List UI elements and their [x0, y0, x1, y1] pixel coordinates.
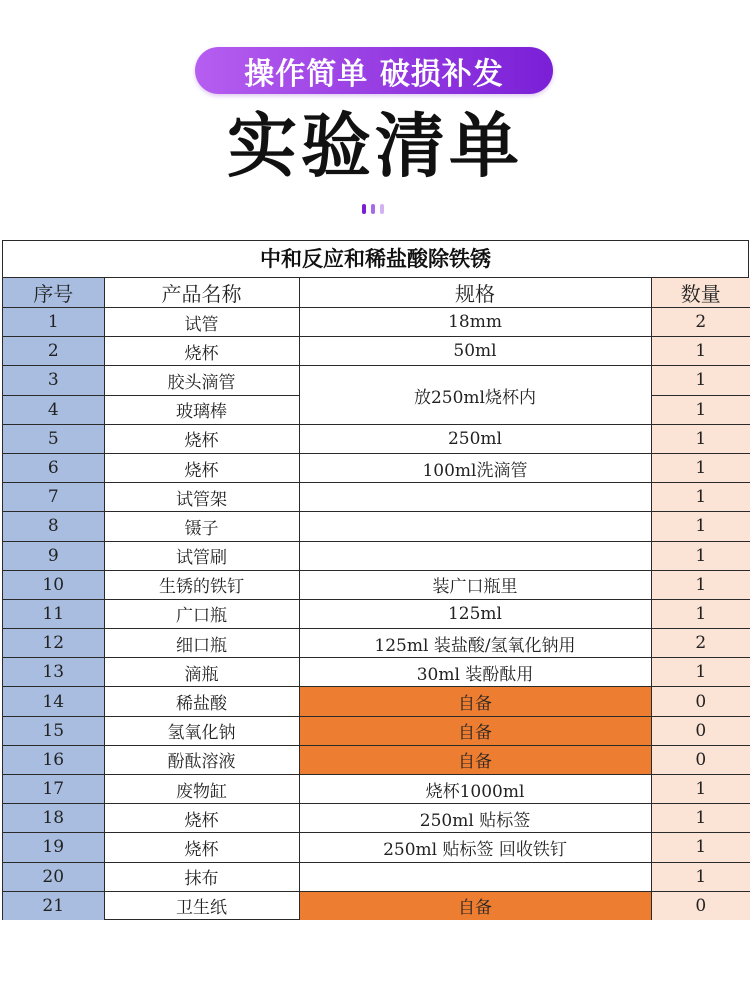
- row-spec: 自备: [299, 745, 651, 774]
- experiment-list-table: [2, 240, 749, 920]
- row-quantity: 1: [651, 775, 750, 804]
- table-row: [3, 629, 750, 658]
- promo-banner-label: 操作简单 破损补发: [244, 56, 504, 92]
- row-product-name: 滴瓶: [104, 658, 299, 687]
- table-row: [3, 453, 750, 482]
- row-product-name: 酚酞溶液: [104, 745, 299, 774]
- row-index: 4: [3, 395, 104, 424]
- table-row: [3, 308, 750, 337]
- table-row: [3, 483, 750, 512]
- header-spec: 规格: [299, 278, 651, 308]
- row-quantity: 1: [651, 862, 750, 891]
- row-product-name: 稀盐酸: [104, 687, 299, 716]
- row-quantity: 1: [651, 804, 750, 833]
- row-product-name: 氢氧化钠: [104, 716, 299, 745]
- row-product-name: 烧杯: [104, 804, 299, 833]
- row-spec: 125ml: [299, 599, 651, 628]
- row-spec: 烧杯1000ml: [299, 775, 651, 804]
- row-index: 16: [3, 745, 104, 774]
- row-spec: 250ml: [299, 424, 651, 453]
- row-index: 11: [3, 599, 104, 628]
- row-quantity: 1: [651, 424, 750, 453]
- dot-3: [380, 204, 384, 214]
- table-row: [3, 716, 750, 745]
- row-quantity: 1: [651, 337, 750, 366]
- table-row: [3, 658, 750, 687]
- row-product-name: 细口瓶: [104, 629, 299, 658]
- row-quantity: 1: [651, 570, 750, 599]
- row-product-name: 废物缸: [104, 775, 299, 804]
- header-index: 序号: [3, 278, 104, 308]
- row-spec: 250ml 贴标签: [299, 804, 651, 833]
- row-quantity: 1: [651, 453, 750, 482]
- row-quantity: 1: [651, 512, 750, 541]
- table-row: [3, 833, 750, 862]
- row-index: 12: [3, 629, 104, 658]
- row-spec: [299, 541, 651, 570]
- row-product-name: 烧杯: [104, 424, 299, 453]
- row-spec: 250ml 贴标签 回收铁钉: [299, 833, 651, 862]
- row-spec: 自备: [299, 687, 651, 716]
- row-quantity: 2: [651, 308, 750, 337]
- row-product-name: 烧杯: [104, 337, 299, 366]
- row-product-name: 烧杯: [104, 833, 299, 862]
- row-index: 20: [3, 862, 104, 891]
- row-spec: 自备: [299, 891, 651, 920]
- table-row: [3, 745, 750, 774]
- row-quantity: 1: [651, 599, 750, 628]
- row-index: 19: [3, 833, 104, 862]
- row-quantity: 1: [651, 833, 750, 862]
- table-row: [3, 862, 750, 891]
- header-product-name: 产品名称: [104, 278, 299, 308]
- row-quantity: 1: [651, 541, 750, 570]
- row-index: 3: [3, 366, 104, 395]
- row-product-name: 镊子: [104, 512, 299, 541]
- row-index: 15: [3, 716, 104, 745]
- table-row: [3, 424, 750, 453]
- table-row: [3, 804, 750, 833]
- row-quantity: 0: [651, 716, 750, 745]
- promo-banner: [195, 47, 553, 94]
- table-row: [3, 337, 750, 366]
- item-table: [3, 278, 750, 920]
- row-quantity: 0: [651, 687, 750, 716]
- row-index: 8: [3, 512, 104, 541]
- row-index: 5: [3, 424, 104, 453]
- row-product-name: 广口瓶: [104, 599, 299, 628]
- table-row: [3, 775, 750, 804]
- table-row: [3, 891, 750, 920]
- row-index: 14: [3, 687, 104, 716]
- row-spec: 装广口瓶里: [299, 570, 651, 599]
- row-spec: [299, 483, 651, 512]
- table-row: [3, 570, 750, 599]
- dot-2: [371, 204, 375, 214]
- table-body: [3, 278, 750, 920]
- table-header-row: [3, 278, 750, 308]
- row-quantity: 1: [651, 658, 750, 687]
- dot-1: [362, 204, 366, 214]
- row-index: 6: [3, 453, 104, 482]
- row-index: 17: [3, 775, 104, 804]
- row-product-name: 生锈的铁钉: [104, 570, 299, 599]
- row-quantity: 1: [651, 483, 750, 512]
- row-spec: 放250ml烧杯内: [299, 366, 651, 424]
- row-index: 10: [3, 570, 104, 599]
- row-quantity: 0: [651, 891, 750, 920]
- table-title: 中和反应和稀盐酸除铁锈: [3, 241, 748, 278]
- row-product-name: 胶头滴管: [104, 366, 299, 395]
- row-product-name: 烧杯: [104, 453, 299, 482]
- row-spec: 100ml洗滴管: [299, 453, 651, 482]
- row-product-name: 玻璃棒: [104, 395, 299, 424]
- row-product-name: 试管: [104, 308, 299, 337]
- table-row: [3, 541, 750, 570]
- row-index: 21: [3, 891, 104, 920]
- row-index: 7: [3, 483, 104, 512]
- row-product-name: 试管刷: [104, 541, 299, 570]
- decorative-dots: [362, 204, 388, 214]
- row-index: 13: [3, 658, 104, 687]
- row-index: 9: [3, 541, 104, 570]
- row-index: 18: [3, 804, 104, 833]
- row-spec: 50ml: [299, 337, 651, 366]
- row-quantity: 0: [651, 745, 750, 774]
- row-product-name: 试管架: [104, 483, 299, 512]
- row-index: 2: [3, 337, 104, 366]
- table-row: [3, 366, 750, 395]
- row-spec: [299, 512, 651, 541]
- row-product-name: 卫生纸: [104, 891, 299, 920]
- table-row: [3, 512, 750, 541]
- header-quantity: 数量: [651, 278, 750, 308]
- table-row: [3, 687, 750, 716]
- row-spec: 125ml 装盐酸/氢氧化钠用: [299, 629, 651, 658]
- row-spec: 18mm: [299, 308, 651, 337]
- table-row: [3, 599, 750, 628]
- row-quantity: 1: [651, 366, 750, 395]
- row-spec: 30ml 装酚酞用: [299, 658, 651, 687]
- row-product-name: 抹布: [104, 862, 299, 891]
- row-index: 1: [3, 308, 104, 337]
- row-quantity: 1: [651, 395, 750, 424]
- row-spec: [299, 862, 651, 891]
- page-title: 实验清单: [227, 105, 523, 187]
- row-spec: 自备: [299, 716, 651, 745]
- row-quantity: 2: [651, 629, 750, 658]
